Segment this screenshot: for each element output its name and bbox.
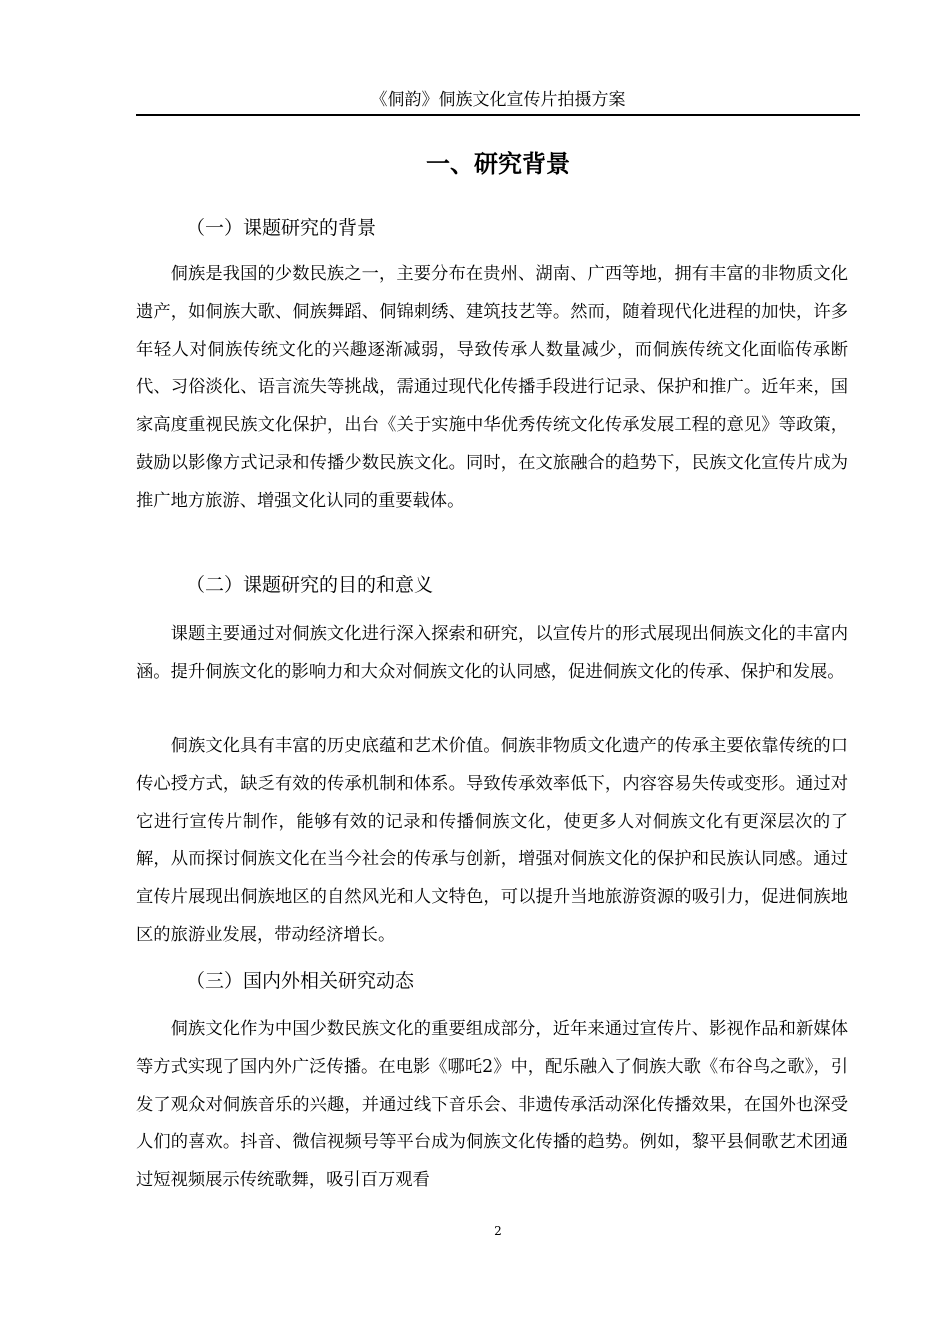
section-title-background: （一）课题研究的背景	[186, 217, 377, 239]
running-header: 《侗韵》侗族文化宣传片拍摄方案	[370, 90, 626, 110]
section-title-purpose: （二）课题研究的目的和意义	[186, 574, 434, 596]
section-title-research-trends: （三）国内外相关研究动态	[186, 970, 415, 992]
paragraph-purpose-1: 课题主要通过对侗族文化进行深入探索和研究，以宣传片的形式展现出侗族文化的丰富内涵。提升侗族文化的影响力和大众对侗族文化的认同感，促进侗族文化的传承、保护和发展。	[136, 624, 848, 682]
paragraph-background: 侗族是我国的少数民族之一，主要分布在贵州、湖南、广西等地，拥有丰富的非物质文化遗产，如侗族大歌、侗族舞蹈、侗锦刺绣、建筑技艺等。然而，随着现代化进程的加快，许多年轻人对侗族传统文化的兴趣逐渐减弱，导致传承人数量减少，而侗族传统文化面临传承断代、习俗淡化、语言流失等挑战，需通过现代化传播手段进行记录、保护和推广。近年来，国家高度重视民族文化保护，出台《关于实施中华优秀传统文化传承发展工程的意见》等政策，鼓励以影像方式记录和传播少数民族文化。同时，在文旅融合的趋势下，民族文化宣传片成为推广地方旅游、增强文化认同的重要载体。	[136, 264, 848, 511]
paragraph-purpose-2: 侗族文化具有丰富的历史底蕴和艺术价值。侗族非物质文化遗产的传承主要依靠传统的口传心授方式，缺乏有效的传承机制和体系。导致传承效率低下，内容容易失传或变形。通过对它进行宣传片制作，能够有效的记录和传播侗族文化，使更多人对侗族文化有更深层次的了解，从而探讨侗族文化在当今社会的传承与创新，增强对侗族文化的保护和民族认同感。通过宣传片展现出侗族地区的自然风光和人文特色，可以提升当地旅游资源的吸引力，促进侗族地区的旅游业发展，带动经济增长。	[136, 736, 848, 945]
page-number: 2	[494, 1224, 502, 1238]
header-rule	[136, 114, 860, 116]
chapter-title: 一、研究背景	[426, 150, 570, 178]
paragraph-research-trends: 侗族文化作为中国少数民族文化的重要组成部分，近年来通过宣传片、影视作品和新媒体等方式实现了国内外广泛传播。在电影《哪吒2》中，配乐融入了侗族大歌《布谷鸟之歌》，引发了观众对侗族音乐的兴趣，并通过线下音乐会、非遗传承活动深化传播效果，在国外也深受人们的喜欢。抖音、微信视频号等平台成为侗族文化传播的趋势。例如，黎平县侗歌艺术团通过短视频展示传统歌舞，吸引百万观看	[136, 1019, 848, 1191]
